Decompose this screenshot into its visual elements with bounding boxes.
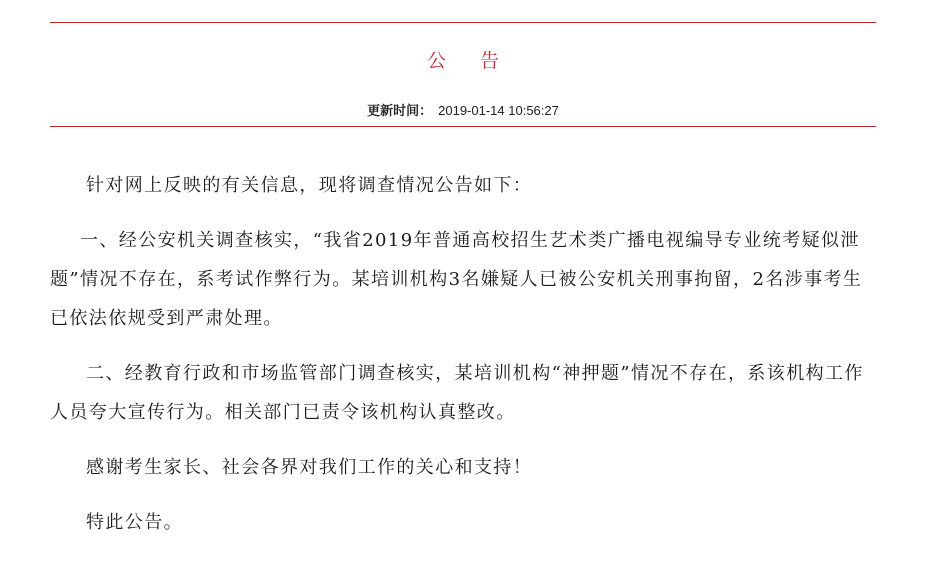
- notice-title: 公 告: [426, 50, 514, 72]
- paragraph-intro: 针对网上反映的有关信息，现将调查情况公告如下：: [86, 175, 533, 196]
- paragraph-item-one: 一、经公安机关调查核实，“我省2019年普通高校招生艺术类广播电视编导专业统考疑似泄题”情况不存在，系考试作弊行为。某培训机构3名嫌疑人已被公安机关刑事拘留，2名涉事考生已依法依规受到严肃处理。: [50, 230, 863, 329]
- notice-body: [50, 166, 876, 542]
- paragraph-thanks: 感谢考生家长、社会各界对我们工作的关心和支持！: [86, 457, 533, 478]
- update-time-value: 2019-01-14 10:56:27: [438, 103, 559, 118]
- top-divider: [50, 22, 876, 23]
- update-time-label: 更新时间：: [367, 103, 433, 118]
- header-divider: [50, 126, 876, 127]
- update-time: [50, 100, 876, 119]
- paragraph-closing: 特此公告。: [86, 512, 183, 533]
- paragraph-item-two: 二、经教育行政和市场监管部门调查核实，某培训机构“神押题”情况不存在，系该机构工作人员夸大宣传行为。相关部门已责令该机构认真整改。: [50, 363, 864, 423]
